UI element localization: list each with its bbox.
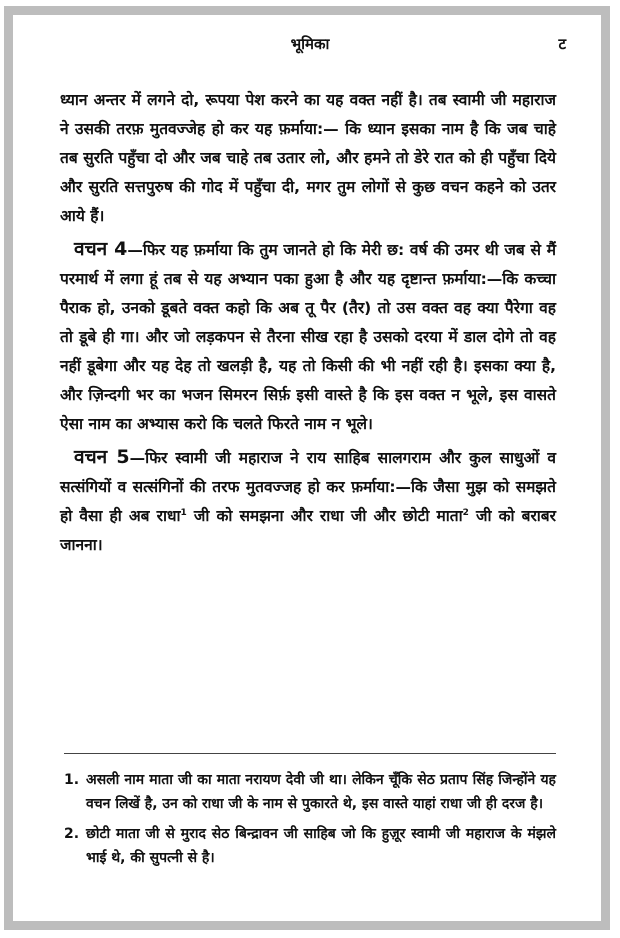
- vachan-5-text-b: जी को समझना और राधा जी और छोटी माता: [186, 507, 463, 525]
- vachan-5-label: वचन 5: [74, 446, 130, 468]
- page-number: ट: [558, 35, 566, 53]
- footnote-2: [64, 822, 556, 870]
- body-text: [60, 86, 556, 564]
- footnote-ref-2[interactable]: 2: [462, 507, 469, 518]
- vachan-5-text-a: —फिर स्वामी जी महाराज ने राय साहिब सालगराम और कुल साधुओं व सत्संगियों व सत्संगिनों की तरफ मुतवज्जह हो कर फ़र्माया:—कि जैसा मुझ को समझते हो वैसा ही अब राधा: [60, 449, 556, 525]
- vachan-4-text: —फिर यह फ़र्माया कि तुम जानते हो कि मेरी छ: वर्ष की उमर थी जब से मैं परमार्थ में लगा हूं तब से यह अभ्यान पका हुआ है और यह दृष्टान्त फ़र्माया:—कि कच्चा पैराक हो, उनको डूबते वक्त कहो कि अब तू पैर (तैर) तो उस वक्त वह क्या पैरेगा वह तो डूबे ही गा। और जो लड़कपन से तैरना सीख रहा है उसको दरया में डाल दोगे तो वह नहीं डूबेगा और यह देह तो खलड़ी है, यह तो किसी की भी नहीं रही है। इसका क्या है, और ज़िन्दगी भर का भजन सिमरन सिर्फ़ इसी वास्ते है कि इस वक्त न भूले, इस वासते ऐसा नाम का अभ्यास करो कि चलते फिरते नाम न भूले।: [60, 241, 556, 433]
- footnote-text: असली नाम माता जी का माता नरायण देवी जी था। लेकिन चूँकि सेठ प्रताप सिंह जिन्होंने यह वचन लिखें है, उन को राधा जी के नाम से पुकारते थे, इस वास्ते याहां राधा जी ही दरज है।: [86, 772, 556, 812]
- footnote-ref-1[interactable]: 1: [180, 507, 187, 518]
- footnotes: [64, 768, 556, 876]
- paragraph-intro: ध्यान अन्तर में लगने दो, रूपया पेश करने का यह वक्त नहीं है। तब स्वामी जी महाराज ने उसकी तरफ़ मुतवज्जेह हो कर यह फ़र्माया:— कि ध्यान इसका नाम है कि जब चाहे तब सुरति पहुँचा दो और जब चाहे तब उतार लो, और हमने तो डेरे रात को ही पहुँचा दिये और सुरति सत्तपुरुष की गोद में पहुँचा दी, मगर तुम लोगों से कुछ वचन कहने को उतर आये हैं।: [60, 91, 556, 225]
- vachan-4-label: वचन 4: [74, 238, 128, 260]
- page-header: [0, 34, 620, 58]
- footnote-divider: [64, 753, 556, 754]
- footnote-1: [64, 768, 556, 816]
- vachan-5-text-c: जी को बराबर जानना।: [60, 507, 556, 554]
- footnote-number: 2.: [64, 826, 80, 842]
- page-title: भूमिका: [290, 35, 330, 53]
- paragraph-vachan-5: [60, 443, 556, 560]
- footnote-number: 1.: [64, 772, 80, 788]
- footnote-text: छोटी माता जी से मुराद सेठ बिन्द्रावन जी साहिब जो कि हुज़ूर स्वामी जी महाराज के मंझले भाई थे, की सुपत्नी से है।: [86, 826, 556, 866]
- paragraph-vachan-4: [60, 235, 556, 439]
